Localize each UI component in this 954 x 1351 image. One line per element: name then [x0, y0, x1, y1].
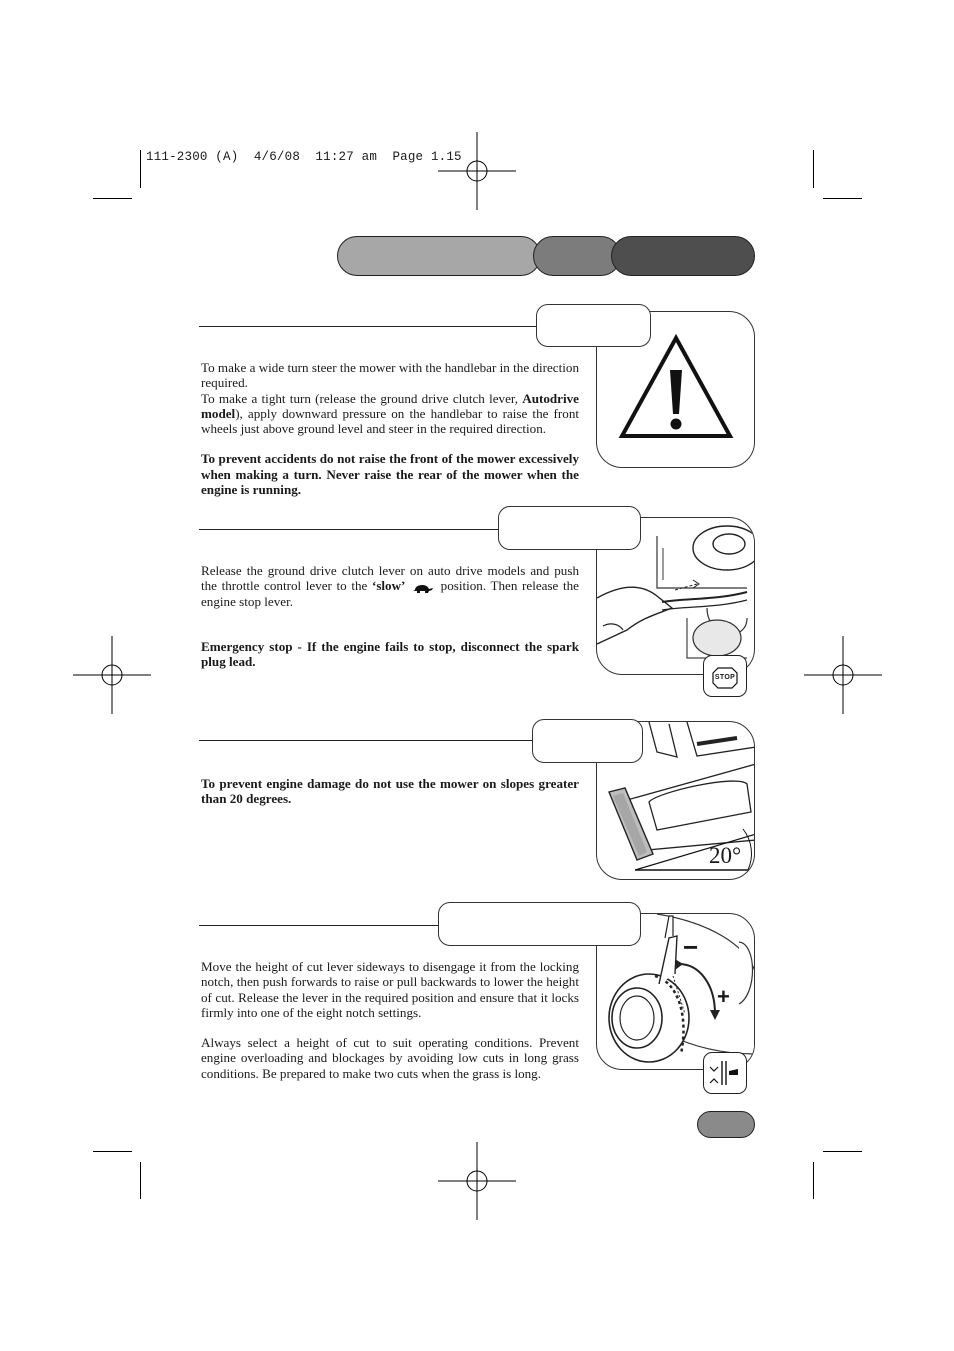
stop-label: STOP — [714, 674, 736, 681]
crop-mark — [823, 198, 862, 199]
stop-icon — [703, 655, 747, 697]
raise-minus-label: − — [683, 932, 699, 962]
stopping-text — [201, 563, 579, 669]
slopes-text — [201, 776, 579, 807]
section-title-box — [498, 506, 641, 550]
turning-paragraph-2 — [201, 391, 579, 437]
section-rule — [199, 925, 439, 926]
registration-mark-icon — [438, 1142, 516, 1220]
crop-mark — [140, 1162, 141, 1199]
section-rule — [199, 529, 499, 530]
registration-mark-icon — [73, 636, 151, 714]
lower-plus-label: + — [717, 984, 730, 1009]
slow-label: ‘slow’ — [371, 578, 406, 594]
stopping-text-a: Release the ground drive clutch lever on auto drive models and push the throttle control lever to the — [201, 563, 579, 594]
header-tab-light — [337, 236, 541, 276]
print-header: 111-2300 (A) 4/6/08 11:27 am Page 1.15 — [146, 150, 462, 164]
turning-text-a: To make a tight turn (release the ground drive clutch lever, — [201, 390, 523, 406]
crop-mark — [93, 1151, 132, 1152]
stopping-paragraph — [201, 563, 579, 609]
height-adjust-icon — [703, 1052, 747, 1094]
emergency-stop-text: Emergency stop - If the engine fails to stop, disconnect the spark plug lead. — [201, 638, 579, 670]
turning-paragraph-1: To make a wide turn steer the mower with the handlebar in the direction required. — [201, 360, 579, 391]
height-of-cut-paragraph-1: Move the height of cut lever sideways to disengage it from the locking notch, then push forwards to raise or pull backwards to lower the height of cut. Release the lever in the required position and ensure that it locks firmly into one of the eight notch settings. — [201, 959, 579, 1020]
stopping-text-b: position. Then release the engine stop lever. — [201, 578, 579, 609]
crop-mark — [140, 150, 141, 188]
section-rule — [199, 326, 537, 327]
tortoise-icon — [412, 582, 434, 593]
autodrive-model-label: Autodrive model — [201, 390, 579, 421]
turning-text — [201, 360, 579, 497]
section-rule — [199, 740, 533, 741]
crop-mark — [813, 1162, 814, 1199]
registration-mark-icon — [804, 636, 882, 714]
header-tab-dark — [611, 236, 755, 276]
slope-angle-label: 20° — [709, 843, 742, 868]
crop-mark — [823, 1151, 862, 1152]
page-number-tab — [697, 1111, 755, 1138]
header-tab-mid — [533, 236, 621, 276]
height-of-cut-text — [201, 959, 579, 1081]
turning-warning: To prevent accidents do not raise the front of the mower excessively when making a turn. Never raise the rear of the mower when the engine is running. — [201, 451, 579, 498]
registration-mark-icon — [438, 132, 516, 210]
crop-mark — [93, 198, 132, 199]
height-of-cut-paragraph-2: Always select a height of cut to suit operating conditions. Prevent engine overloading and blockages by avoiding low cuts in long grass conditions. Be prepared to make two cuts when the grass is long. — [201, 1035, 579, 1081]
section-title-box — [532, 719, 643, 763]
section-title-box — [438, 902, 641, 946]
crop-mark — [813, 150, 814, 188]
slopes-warning: To prevent engine damage do not use the mower on slopes greater than 20 degrees. — [201, 776, 579, 807]
turning-text-b: ), apply downward pressure on the handlebar to raise the front wheels just above ground level and steer in the required direction. — [201, 405, 579, 437]
section-title-box — [536, 304, 651, 347]
